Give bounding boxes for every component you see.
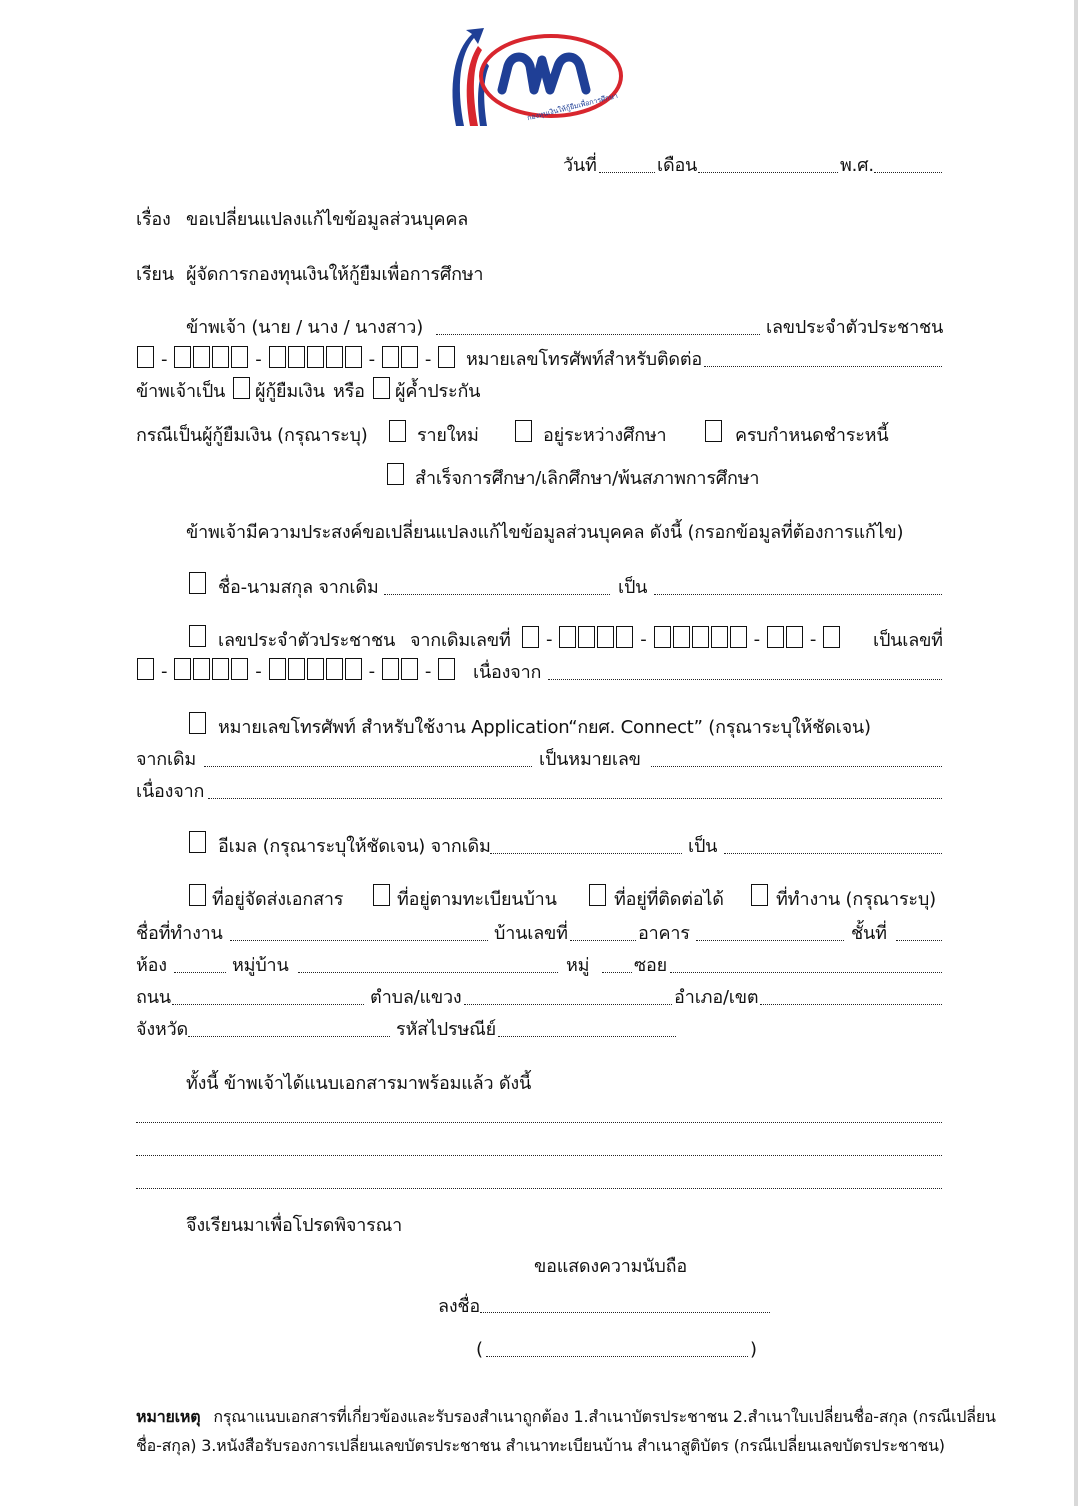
applicant-id-boxes[interactable]: - - - - (136, 346, 456, 372)
subdistrict-field[interactable] (464, 1004, 672, 1005)
addr-contact-label: ที่อยู่ที่ติดต่อได้ (614, 889, 724, 910)
case-due-checkbox[interactable] (705, 420, 722, 442)
printed-name-field[interactable] (486, 1356, 748, 1357)
id-change-reason-label: เนื่องจาก (473, 662, 542, 683)
phone-change-to-field[interactable] (651, 766, 942, 767)
name-change-from-field[interactable] (384, 594, 610, 595)
postcode-label: รหัสไปรษณีย์ (396, 1019, 496, 1040)
case-new-label: รายใหม่ (417, 425, 479, 446)
addr-delivery-checkbox[interactable] (189, 884, 206, 906)
phone-change-label: หมายเลขโทรศัพท์ สำหรับใช้งาน Application“กยศ. Connect” (กรุณาระบุให้ชัดเจน) (218, 717, 871, 738)
case-studying-label: อยู่ระหว่างศึกษา (543, 425, 667, 446)
email-change-checkbox[interactable] (189, 831, 206, 853)
phone-change-reason-field[interactable] (208, 798, 942, 799)
signature-field[interactable] (480, 1312, 770, 1313)
case-studying-checkbox[interactable] (515, 420, 532, 442)
applicant-phone-label: หมายเลขโทรศัพท์สำหรับติดต่อ (466, 349, 702, 370)
id-change-label: เลขประจำตัวประชาชน (218, 630, 396, 651)
email-change-from-field[interactable] (490, 853, 682, 854)
close-paren: ) (750, 1339, 757, 1360)
id-change-to-boxes[interactable]: - - - - (136, 658, 456, 684)
building-label: อาคาร (638, 923, 690, 944)
name-change-label: ชื่อ-นามสกุล จากเดิม (218, 577, 379, 598)
name-change-to-label: เป็น (618, 577, 648, 598)
phone-change-from-field[interactable] (204, 766, 532, 767)
id-change-checkbox[interactable] (189, 625, 206, 647)
note-line-2: ชื่อ-สกุล) 3.หนังสือรับรองการเปลี่ยนเลขบัตรประชาชน สำเนาทะเบียนบ้าน สำเนาสูติบัตร (กรณีเปลี่ยนเลขบัตรประชาชน) (136, 1436, 945, 1455)
room-label: ห้อง (136, 955, 167, 976)
floor-label: ชั้นที่ (851, 923, 887, 944)
addr-registered-checkbox[interactable] (373, 884, 390, 906)
applicant-role-prefix: ข้าพเจ้าเป็น (136, 381, 226, 402)
addr-registered-label: ที่อยู่ตามทะเบียนบ้าน (397, 889, 557, 910)
house-no-label: บ้านเลขที่ (494, 923, 568, 944)
email-change-to-field[interactable] (724, 853, 942, 854)
role-or-label: หรือ (333, 381, 365, 402)
note-line-1: กรุณาแนบเอกสารที่เกี่ยวข้องและรับรองสำเนาถูกต้อง 1.สำเนาบัตรประชาชน 2.สำเนาใบเปลี่ยนชื่อ-สกุล (กรณีเปลี่ยน (213, 1407, 996, 1426)
subject-label: เรื่อง (136, 209, 171, 230)
logo-subtext: กองทุนเงินให้กู้ยืมเพื่อการศึกษา (526, 91, 619, 123)
road-field[interactable] (172, 1004, 364, 1005)
addr-work-checkbox[interactable] (751, 884, 768, 906)
sign-label: ลงชื่อ (438, 1296, 481, 1317)
role-borrower-checkbox[interactable] (233, 377, 250, 399)
date-day-field[interactable] (599, 172, 655, 173)
open-paren: ( (476, 1339, 483, 1360)
province-label: จังหวัด (136, 1019, 188, 1040)
to-label: เรียน (136, 264, 174, 285)
phone-change-checkbox[interactable] (189, 712, 206, 734)
moo-field[interactable] (602, 972, 632, 973)
closing-request: จึงเรียนมาเพื่อโปรดพิจารณา (186, 1215, 403, 1236)
date-month-label: เดือน (657, 155, 698, 176)
id-change-from-boxes[interactable]: - - - - (521, 626, 841, 652)
attachments-label: ทั้งนี้ ข้าพเจ้าได้แนบเอกสารมาพร้อมแล้ว ดังนี้ (186, 1073, 532, 1094)
case-due-label: ครบกำหนดชำระหนี้ (735, 425, 889, 446)
date-year-label: พ.ศ. (840, 155, 874, 176)
addr-delivery-label: ที่อยู่จัดส่งเอกสาร (212, 889, 344, 910)
road-label: ถนน (136, 987, 171, 1008)
applicant-id-label: เลขประจำตัวประชาชน (766, 317, 944, 338)
name-change-checkbox[interactable] (189, 572, 206, 594)
date-day-label: วันที่ (563, 155, 597, 176)
borrower-case-label: กรณีเป็นผู้กู้ยืมเงิน (กรุณาระบุ) (136, 425, 368, 446)
attachments-line-2[interactable] (136, 1155, 942, 1156)
moo-label: หมู่ (566, 955, 590, 976)
note-label: หมายเหตุ (136, 1407, 201, 1426)
applicant-name-prefix: ข้าพเจ้า (นาย / นาง / นางสาว) (186, 317, 424, 338)
house-no-field[interactable] (570, 940, 636, 941)
id-change-to-label: เป็นเลขที่ (873, 630, 943, 651)
phone-change-reason-label: เนื่องจาก (136, 781, 205, 802)
addr-contact-checkbox[interactable] (589, 884, 606, 906)
phone-change-to-label: เป็นหมายเลข (539, 749, 641, 770)
province-field[interactable] (188, 1036, 390, 1037)
workplace-label: ชื่อที่ทำงาน (136, 923, 223, 944)
email-change-label: อีเมล (กรุณาระบุให้ชัดเจน) จากเดิม (218, 836, 491, 857)
page-edge (1074, 0, 1078, 1506)
village-field[interactable] (298, 972, 558, 973)
role-guarantor-checkbox[interactable] (373, 377, 390, 399)
intent-text: ข้าพเจ้ามีความประสงค์ขอเปลี่ยนแปลงแก้ไขข้อมูลส่วนบุคคล ดังนี้ (กรอกข้อมูลที่ต้องการแก้ไข) (186, 522, 904, 543)
role-borrower-label: ผู้กู้ยืมเงิน (255, 381, 325, 402)
subject-text: ขอเปลี่ยนแปลงแก้ไขข้อมูลส่วนบุคคล (186, 209, 469, 230)
applicant-name-field[interactable] (436, 334, 760, 335)
workplace-field[interactable] (230, 940, 488, 941)
email-change-to-label: เป็น (688, 836, 718, 857)
building-field[interactable] (696, 940, 844, 941)
attachments-line-3[interactable] (136, 1188, 942, 1189)
id-change-reason-field[interactable] (548, 679, 942, 680)
district-label: อำเภอ/เขต (674, 987, 759, 1008)
id-digit-box[interactable] (137, 346, 154, 368)
room-field[interactable] (174, 972, 226, 973)
date-year-field[interactable] (874, 172, 942, 173)
postcode-field[interactable] (498, 1036, 676, 1037)
subdistrict-label: ตำบล/แขวง (370, 987, 462, 1008)
date-month-field[interactable] (698, 172, 838, 173)
soi-field[interactable] (670, 972, 942, 973)
floor-field[interactable] (896, 940, 942, 941)
to-text: ผู้จัดการกองทุนเงินให้กู้ยืมเพื่อการศึกษา (186, 264, 484, 285)
name-change-to-field[interactable] (654, 594, 942, 595)
village-label: หมู่บ้าน (232, 955, 289, 976)
attachments-line-1[interactable] (136, 1122, 942, 1123)
district-field[interactable] (760, 1004, 942, 1005)
id-change-from-label: จากเดิมเลขที่ (410, 630, 511, 651)
kyc-logo (446, 26, 626, 132)
role-guarantor-label: ผู้ค้ำประกัน (395, 381, 481, 402)
soi-label: ซอย (634, 955, 667, 976)
closing-regards: ขอแสดงความนับถือ (534, 1256, 687, 1277)
case-new-checkbox[interactable] (389, 420, 406, 442)
case-graduated-checkbox[interactable] (387, 463, 404, 485)
addr-work-label: ที่ทำงาน (กรุณาระบุ) (776, 889, 936, 910)
case-graduated-label: สำเร็จการศึกษา/เลิกศึกษา/พ้นสภาพการศึกษา (415, 468, 760, 489)
phone-change-from-label: จากเดิม (136, 749, 197, 770)
applicant-phone-field[interactable] (704, 366, 942, 367)
